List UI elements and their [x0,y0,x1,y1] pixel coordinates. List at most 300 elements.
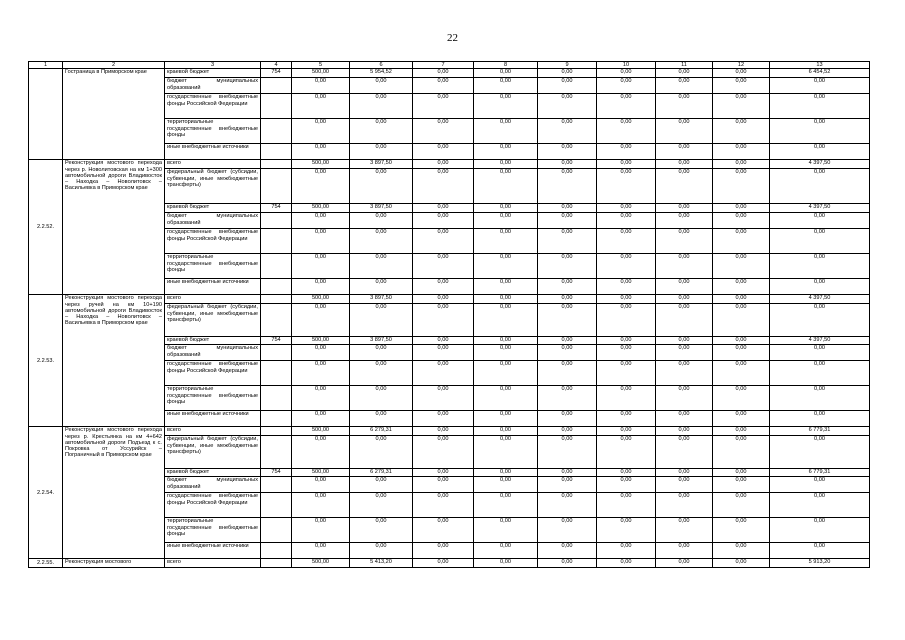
amount-cell: 0,00 [413,411,474,427]
object-name-cell: Реконструкция мостового перехода через р. Крестьянка на км 4+642 автомобильной дороги Подъезд к с. Покровка от Уссурийск – Пограничный в Приморском крае [63,427,165,559]
grbs-code-cell [261,361,292,386]
amount-cell: 0,00 [597,229,656,254]
amount-cell: 0,00 [413,469,474,477]
amount-cell: 0,00 [292,477,350,493]
amount-cell: 0,00 [413,436,474,469]
amount-cell: 0,00 [538,337,597,345]
amount-cell: 0,00 [770,78,870,94]
grbs-code-cell [261,254,292,279]
amount-cell: 0,00 [597,559,656,568]
amount-cell: 5 413,20 [350,559,413,568]
amount-cell: 0,00 [597,436,656,469]
funding-source-cell: федеральный бюджет (субсидии, субвенции, иные межбюджетные трансферты) [165,304,261,337]
amount-cell: 0,00 [474,119,538,144]
amount-cell: 0,00 [538,295,597,304]
amount-cell: 0,00 [597,295,656,304]
amount-cell: 0,00 [597,386,656,411]
column-number-row [29,62,870,69]
amount-cell: 0,00 [538,279,597,295]
funding-source-cell: государственные внебюджетные фонды Российской Федерации [165,229,261,254]
amount-cell: 0,00 [474,204,538,213]
amount-cell: 0,00 [597,279,656,295]
amount-cell: 0,00 [770,386,870,411]
amount-cell: 0,00 [538,160,597,169]
amount-cell: 0,00 [656,254,713,279]
amount-cell: 0,00 [656,518,713,543]
amount-cell: 0,00 [770,477,870,493]
funding-source-cell: бюджет муниципальных образований [165,78,261,94]
grbs-code-cell: 754 [261,204,292,213]
amount-cell: 4 397,50 [770,337,870,345]
funding-source-cell: иные внебюджетные источники [165,279,261,295]
amount-cell: 0,00 [474,427,538,436]
amount-cell: 0,00 [474,304,538,337]
amount-cell: 0,00 [770,229,870,254]
funding-source-cell: территориальные государственные внебюджетные фонды [165,119,261,144]
amount-cell: 0,00 [656,295,713,304]
amount-cell: 0,00 [413,204,474,213]
amount-cell: 0,00 [538,345,597,361]
amount-cell: 0,00 [597,304,656,337]
amount-cell: 0,00 [350,518,413,543]
grbs-code-cell: 754 [261,69,292,78]
amount-cell: 0,00 [656,469,713,477]
amount-cell: 5 954,52 [350,69,413,78]
column-number: 3 [165,62,261,69]
table-row [29,427,870,436]
table-body [29,62,870,568]
amount-cell: 0,00 [597,254,656,279]
amount-cell: 0,00 [350,304,413,337]
amount-cell: 0,00 [413,279,474,295]
grbs-code-cell [261,518,292,543]
amount-cell: 0,00 [597,160,656,169]
amount-cell: 0,00 [474,518,538,543]
amount-cell: 0,00 [413,304,474,337]
amount-cell: 0,00 [413,119,474,144]
amount-cell: 0,00 [656,78,713,94]
amount-cell: 0,00 [713,204,770,213]
amount-cell: 0,00 [292,169,350,204]
amount-cell: 0,00 [597,361,656,386]
amount-cell: 0,00 [656,477,713,493]
column-number: 13 [770,62,870,69]
grbs-code-cell [261,279,292,295]
amount-cell: 6 454,52 [770,69,870,78]
amount-cell: 0,00 [770,436,870,469]
amount-cell: 500,00 [292,427,350,436]
amount-cell: 0,00 [474,559,538,568]
item-code-cell: 2.2.54. [29,427,63,559]
grbs-code-cell [261,119,292,144]
amount-cell: 500,00 [292,337,350,345]
grbs-code-cell [261,78,292,94]
funding-source-cell: иные внебюджетные источники [165,543,261,559]
amount-cell: 6 279,31 [350,427,413,436]
funding-source-cell: всего [165,427,261,436]
amount-cell: 0,00 [713,493,770,518]
funding-source-cell: бюджет муниципальных образований [165,345,261,361]
amount-cell: 0,00 [713,345,770,361]
grbs-code-cell: 754 [261,337,292,345]
grbs-code-cell [261,493,292,518]
amount-cell: 0,00 [656,304,713,337]
amount-cell: 0,00 [474,69,538,78]
amount-cell: 5 913,20 [770,559,870,568]
amount-cell: 0,00 [597,493,656,518]
amount-cell: 0,00 [770,94,870,119]
amount-cell: 0,00 [292,411,350,427]
amount-cell: 3 897,50 [350,204,413,213]
amount-cell: 0,00 [413,94,474,119]
amount-cell: 0,00 [292,78,350,94]
amount-cell: 0,00 [292,279,350,295]
amount-cell: 0,00 [538,78,597,94]
amount-cell: 0,00 [538,69,597,78]
funding-source-cell: бюджет муниципальных образований [165,213,261,229]
column-number: 5 [292,62,350,69]
budget-table [28,61,870,568]
amount-cell: 0,00 [350,361,413,386]
amount-cell: 4 397,50 [770,160,870,169]
amount-cell: 0,00 [538,119,597,144]
amount-cell: 0,00 [597,427,656,436]
amount-cell: 0,00 [713,518,770,543]
amount-cell: 6 279,31 [350,469,413,477]
object-name-cell: Реконструкция мостового перехода через ручей на км 10+190 автомобильной дороги Владивосток – Находка – Новолитовск – Васильевка в Приморском крае [63,295,165,427]
grbs-code-cell: 754 [261,469,292,477]
amount-cell: 0,00 [597,94,656,119]
amount-cell: 4 397,50 [770,295,870,304]
amount-cell: 0,00 [474,254,538,279]
funding-source-cell: всего [165,295,261,304]
item-code-cell: 2.2.55. [29,559,63,568]
amount-cell: 0,00 [597,169,656,204]
amount-cell: 0,00 [474,94,538,119]
object-name-cell: Реконструкция мостового перехода через р. Новолитовская на км 1+300 автомобильной дороги Владивосток – Находка – Новолитовск – Васильевка в Приморском крае [63,160,165,295]
amount-cell: 0,00 [538,427,597,436]
amount-cell: 0,00 [713,543,770,559]
object-name-cell: Реконструкция мостового [63,559,165,568]
amount-cell: 0,00 [538,204,597,213]
amount-cell: 0,00 [474,543,538,559]
amount-cell: 0,00 [597,411,656,427]
amount-cell: 0,00 [350,279,413,295]
item-code-cell: 2.2.52. [29,160,63,295]
amount-cell: 0,00 [770,304,870,337]
amount-cell: 0,00 [713,279,770,295]
amount-cell: 4 397,50 [770,204,870,213]
amount-cell: 0,00 [413,254,474,279]
amount-cell: 0,00 [413,213,474,229]
amount-cell: 0,00 [713,337,770,345]
amount-cell: 0,00 [656,427,713,436]
amount-cell: 0,00 [656,213,713,229]
object-name-cell: Гостраница в Приморском крае [63,69,165,160]
amount-cell: 6 779,31 [770,469,870,477]
amount-cell: 0,00 [597,518,656,543]
amount-cell: 0,00 [770,518,870,543]
amount-cell: 0,00 [713,78,770,94]
amount-cell: 0,00 [656,411,713,427]
amount-cell: 0,00 [713,119,770,144]
item-code-cell: 2.2.53. [29,295,63,427]
amount-cell: 0,00 [656,386,713,411]
amount-cell: 0,00 [538,144,597,160]
amount-cell: 0,00 [656,559,713,568]
amount-cell: 0,00 [656,204,713,213]
amount-cell: 0,00 [770,213,870,229]
amount-cell: 0,00 [538,213,597,229]
amount-cell: 0,00 [656,119,713,144]
amount-cell: 0,00 [656,94,713,119]
amount-cell: 0,00 [292,345,350,361]
amount-cell: 0,00 [350,386,413,411]
amount-cell: 0,00 [350,144,413,160]
amount-cell: 0,00 [770,361,870,386]
amount-cell: 0,00 [538,477,597,493]
funding-source-cell: краевой бюджет [165,469,261,477]
funding-source-cell: территориальные государственные внебюджетные фонды [165,518,261,543]
amount-cell: 0,00 [597,78,656,94]
amount-cell: 0,00 [597,144,656,160]
amount-cell: 0,00 [474,169,538,204]
amount-cell: 0,00 [350,436,413,469]
grbs-code-cell [261,213,292,229]
amount-cell: 0,00 [413,493,474,518]
amount-cell: 0,00 [292,436,350,469]
amount-cell: 0,00 [474,144,538,160]
amount-cell: 0,00 [413,78,474,94]
amount-cell: 0,00 [656,69,713,78]
amount-cell: 0,00 [350,345,413,361]
amount-cell: 0,00 [474,78,538,94]
funding-source-cell: всего [165,559,261,568]
funding-source-cell: иные внебюджетные источники [165,144,261,160]
amount-cell: 0,00 [713,254,770,279]
table-row [29,295,870,304]
amount-cell: 0,00 [538,436,597,469]
amount-cell: 0,00 [350,493,413,518]
amount-cell: 0,00 [350,78,413,94]
amount-cell: 0,00 [350,543,413,559]
amount-cell: 0,00 [350,254,413,279]
amount-cell: 0,00 [597,337,656,345]
grbs-code-cell [261,169,292,204]
amount-cell: 0,00 [538,411,597,427]
amount-cell: 0,00 [656,169,713,204]
amount-cell: 0,00 [413,386,474,411]
amount-cell: 500,00 [292,295,350,304]
amount-cell: 0,00 [656,436,713,469]
amount-cell: 0,00 [538,254,597,279]
amount-cell: 0,00 [656,493,713,518]
amount-cell: 0,00 [597,543,656,559]
amount-cell: 0,00 [770,345,870,361]
amount-cell: 3 897,50 [350,337,413,345]
funding-source-cell: территориальные государственные внебюджетные фонды [165,386,261,411]
funding-source-cell: краевой бюджет [165,337,261,345]
amount-cell: 0,00 [538,229,597,254]
table-row [29,69,870,78]
funding-source-cell: государственные внебюджетные фонды Российской Федерации [165,94,261,119]
amount-cell: 0,00 [713,69,770,78]
funding-source-cell: бюджет муниципальных образований [165,477,261,493]
amount-cell: 0,00 [350,169,413,204]
amount-cell: 0,00 [292,493,350,518]
amount-cell: 0,00 [538,304,597,337]
amount-cell: 0,00 [656,345,713,361]
amount-cell: 0,00 [292,229,350,254]
amount-cell: 0,00 [713,469,770,477]
amount-cell: 0,00 [350,94,413,119]
funding-source-cell: федеральный бюджет (субсидии, субвенции, иные межбюджетные трансферты) [165,436,261,469]
amount-cell: 0,00 [413,169,474,204]
amount-cell: 0,00 [713,427,770,436]
grbs-code-cell [261,559,292,568]
grbs-code-cell [261,543,292,559]
grbs-code-cell [261,160,292,169]
column-number: 7 [413,62,474,69]
amount-cell: 0,00 [770,411,870,427]
grbs-code-cell [261,436,292,469]
amount-cell: 0,00 [413,477,474,493]
amount-cell: 0,00 [538,493,597,518]
amount-cell: 0,00 [538,386,597,411]
amount-cell: 0,00 [292,254,350,279]
amount-cell: 0,00 [350,411,413,427]
funding-source-cell: краевой бюджет [165,69,261,78]
amount-cell: 0,00 [474,160,538,169]
amount-cell: 0,00 [538,518,597,543]
amount-cell: 0,00 [538,559,597,568]
column-number: 6 [350,62,413,69]
amount-cell: 0,00 [597,345,656,361]
amount-cell: 0,00 [292,518,350,543]
table-row [29,160,870,169]
grbs-code-cell [261,94,292,119]
column-number: 8 [474,62,538,69]
amount-cell: 0,00 [292,361,350,386]
amount-cell: 0,00 [770,493,870,518]
amount-cell: 0,00 [474,295,538,304]
grbs-code-cell [261,295,292,304]
amount-cell: 0,00 [538,169,597,204]
amount-cell: 0,00 [413,543,474,559]
amount-cell: 0,00 [713,169,770,204]
amount-cell: 0,00 [713,477,770,493]
funding-source-cell: краевой бюджет [165,204,261,213]
grbs-code-cell [261,386,292,411]
funding-source-cell: всего [165,160,261,169]
amount-cell: 0,00 [656,160,713,169]
amount-cell: 0,00 [713,436,770,469]
amount-cell: 0,00 [597,213,656,229]
amount-cell: 0,00 [656,144,713,160]
amount-cell: 0,00 [713,386,770,411]
item-code-cell [29,69,63,160]
amount-cell: 0,00 [770,279,870,295]
amount-cell: 0,00 [413,229,474,254]
amount-cell: 0,00 [350,213,413,229]
amount-cell: 0,00 [413,144,474,160]
amount-cell: 0,00 [656,337,713,345]
amount-cell: 500,00 [292,469,350,477]
amount-cell: 0,00 [292,543,350,559]
amount-cell: 0,00 [713,559,770,568]
amount-cell: 0,00 [713,213,770,229]
funding-source-cell: территориальные государственные внебюджетные фонды [165,254,261,279]
amount-cell: 500,00 [292,559,350,568]
amount-cell: 0,00 [597,469,656,477]
funding-source-cell: государственные внебюджетные фонды Российской Федерации [165,361,261,386]
amount-cell: 0,00 [713,160,770,169]
amount-cell: 3 897,50 [350,295,413,304]
column-number: 12 [713,62,770,69]
amount-cell: 0,00 [413,69,474,78]
amount-cell: 0,00 [413,337,474,345]
amount-cell: 0,00 [292,119,350,144]
grbs-code-cell [261,144,292,160]
page-number: 22 [447,32,458,44]
grbs-code-cell [261,345,292,361]
column-number: 2 [63,62,165,69]
amount-cell: 0,00 [474,493,538,518]
amount-cell: 0,00 [770,543,870,559]
amount-cell: 0,00 [474,469,538,477]
amount-cell: 0,00 [656,361,713,386]
grbs-code-cell [261,411,292,427]
column-number: 11 [656,62,713,69]
grbs-code-cell [261,427,292,436]
amount-cell: 500,00 [292,69,350,78]
amount-cell: 3 897,50 [350,160,413,169]
amount-cell: 0,00 [713,295,770,304]
funding-source-cell: федеральный бюджет (субсидии, субвенции, иные межбюджетные трансферты) [165,169,261,204]
amount-cell: 0,00 [413,160,474,169]
amount-cell: 0,00 [713,144,770,160]
amount-cell: 0,00 [597,204,656,213]
amount-cell: 0,00 [413,345,474,361]
amount-cell: 0,00 [413,295,474,304]
amount-cell: 0,00 [474,279,538,295]
amount-cell: 6 779,31 [770,427,870,436]
amount-cell: 0,00 [538,361,597,386]
amount-cell: 0,00 [474,361,538,386]
column-number: 10 [597,62,656,69]
amount-cell: 0,00 [292,144,350,160]
amount-cell: 0,00 [538,469,597,477]
amount-cell: 0,00 [350,229,413,254]
amount-cell: 0,00 [474,411,538,427]
amount-cell: 0,00 [474,436,538,469]
amount-cell: 0,00 [597,477,656,493]
funding-source-cell: иные внебюджетные источники [165,411,261,427]
funding-source-cell: государственные внебюджетные фонды Российской Федерации [165,493,261,518]
amount-cell: 0,00 [770,254,870,279]
amount-cell: 0,00 [713,94,770,119]
amount-cell: 0,00 [713,304,770,337]
amount-cell: 0,00 [413,361,474,386]
amount-cell: 0,00 [292,304,350,337]
amount-cell: 0,00 [770,144,870,160]
table-row [29,559,870,568]
amount-cell: 0,00 [713,229,770,254]
amount-cell: 0,00 [413,559,474,568]
grbs-code-cell [261,229,292,254]
amount-cell: 0,00 [656,279,713,295]
amount-cell: 0,00 [474,386,538,411]
